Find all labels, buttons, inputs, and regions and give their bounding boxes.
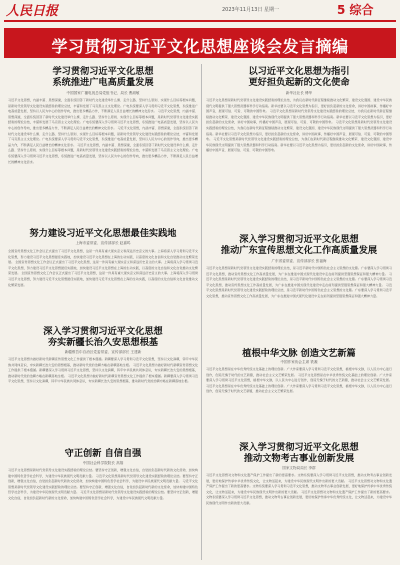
- article-2-byline: 新华社社长 傅华: [285, 91, 313, 95]
- article-5-text-c: 习近平文化思想为做好新时代新疆宣传思想文化工作提供了根本遵循。新疆要深入学习贯彻习近平文化思想，坚持以文化润疆，铸牢中华民族共同体意识，夯实新疆长治久安的思想根基，推动新时代党的治疆方略在新疆落地生根。: [8, 373, 198, 384]
- article-3-body: [8, 249, 198, 323]
- article-5-title-line-2: 夯实新疆长治久安思想根基: [47, 337, 159, 348]
- header-rule: [4, 20, 396, 22]
- masthead-logo: [6, 3, 78, 17]
- article-8-title-line-1: 深入学习贯彻习近平文化思想: [239, 442, 359, 453]
- article-2-text-b: 习近平文化思想是新时代党领导文化建设实践经验的理论总结，为我们在新时代新征程继续推动文化繁荣、建设文化强国、建设中华民族现代文明提供了强大思想武器和科学行动指南。新华社要以习近平文化思想为指引，更好担负起新的文化使命，讲好中国故事，传播好中国声音，展现可信、可爱、可敬的中国形象。: [206, 109, 392, 125]
- article-8-byline: 国家文物局局长 李群: [282, 466, 316, 470]
- article-6-body: [206, 367, 392, 439]
- article-4-text-a: 习近平文化思想是新时代党领导文化建设实践经验的理论总结，是习近平新时代中国特色社会主义思想的文化篇。广东要深入学习贯彻习近平文化思想，推动宣传思想文化工作高质量发展，为广东在推进中国式现代化建设中走在前列提供坚强思想保证和强大精神力量。: [206, 266, 392, 276]
- article-8-headline: [206, 442, 392, 464]
- article-1-text-a: 习近平文化思想，内涵丰富、思想深邃，全面系统回答了新时代文化建设举什么旗、走什么路、坚持什么原则、实现什么目标等根本问题，是新时代党领导文化建设实践经验的理论总结，丰富和发展了马克思主义文化理论。广电系统要深入学习贯彻习近平文化思想，系统推进广电高质量发展，坚持以人民为中心的创作导向，推出更多精品力作，不断满足人民日益增长的精神文化需求。: [8, 98, 198, 114]
- article-2-title-line-1: 以习近平文化思想为指引: [248, 66, 350, 77]
- article-5-text-b: 习近平文化思想为做好新时代新疆宣传思想文化工作提供了根本遵循。新疆要深入学习贯彻习近平文化思想，坚持以文化润疆，铸牢中华民族共同体意识，夯实新疆长治久安的思想根基，推动新时代党的治疆方略在新疆落地生根。: [8, 362, 198, 378]
- article-1-byline: 中国国家广播电视总局党组书记、局长 曹淑敏: [66, 91, 140, 95]
- column-divider: [201, 64, 202, 560]
- article-4-title-line-2: 推动广东宣传思想文化工作高质量发展: [220, 245, 378, 256]
- article-3-headline: [8, 228, 198, 239]
- article-6-text-b: 习近平文化思想是在中华优秀传统文化基础上的理论创新。广大作家要深入学习贯彻习近平文化思想，植根中华文脉，以人民为中心进行创作，创造无愧于时代的文艺新篇，推动社会主义文艺繁荣发展。: [206, 372, 392, 383]
- article-3-text-b: 全国宣传思想文化工作会议正式提出了习近平文化思想，这是一件具有重大现实意义和深远历史意义的大事。上海将深入学习贯彻习近平文化思想，努力建设习近平文化思想最佳实践地，加快建设习近平文化思想在上海的生动实践，以高度的文化自信和文化自觉推动文化繁荣发展。: [8, 260, 198, 276]
- article-2-body: [206, 98, 392, 226]
- article-8-title-line-2: 推动文物考古事业创新发展: [243, 453, 355, 464]
- article-5-text-a: 习近平文化思想为做好新时代新疆宣传思想文化工作提供了根本遵循。新疆要深入学习贯彻习近平文化思想，坚持以文化润疆，铸牢中华民族共同体意识，夯实新疆长治久安的思想根基，推动新时代党的治疆方略在新疆落地生根。: [8, 357, 198, 367]
- article-4-headline: [206, 234, 392, 256]
- article-1-title-line-1: 学习贯彻习近平文化思想: [52, 66, 154, 77]
- article-1-text-c: 习近平文化思想，内涵丰富、思想深邃，全面系统回答了新时代文化建设举什么旗、走什么路、坚持什么原则、实现什么目标等根本问题，是新时代党领导文化建设实践经验的理论总结，丰富和发展了马克思主义文化理论。广电系统要深入学习贯彻习近平文化思想，系统推进广电高质量发展，坚持以人民为中心的创作导向，推出更多精品力作，不断满足人民日益增长的精神文化需求。: [8, 125, 198, 147]
- article-6-text-c: 习近平文化思想是在中华优秀传统文化基础上的理论创新。广大作家要深入学习贯彻习近平文化思想，植根中华文脉，以人民为中心进行创作，创造无愧于时代的文艺新篇，推动社会主义文艺繁荣发展。: [206, 383, 392, 394]
- article-4-text-b: 习近平文化思想是新时代党领导文化建设实践经验的理论总结，是习近平新时代中国特色社会主义思想的文化篇。广东要深入学习贯彻习近平文化思想，推动宣传思想文化工作高质量发展，为广东在推进中国式现代化建设中走在前列提供坚强思想保证和强大精神力量。: [206, 271, 392, 287]
- article-8-text-c: 习近平文化思想对文物和文化遗产保护工作提出了新的更高要求。文物系统要深入学习贯彻习近平文化思想，推动文物考古事业创新发展，更好地保护传承中华优秀传统文化，让文物活起来，为建设中华民族现代文明作出新的更大贡献。: [206, 489, 392, 505]
- article-6-title-line-1: 植根中华文脉 创造文艺新篇: [242, 348, 356, 359]
- article-3-text-a: 全国宣传思想文化工作会议正式提出了习近平文化思想，这是一件具有重大现实意义和深远历史意义的大事。上海将深入学习贯彻习近平文化思想，努力建设习近平文化思想最佳实践地，加快建设习近平文化思想在上海的生动实践，以高度的文化自信和文化自觉推动文化繁荣发展。: [8, 249, 198, 265]
- article-2-title-line-2: 更好担负起新的文化使命: [248, 77, 350, 88]
- article-4-body: [206, 266, 392, 344]
- article-7-byline: 中国社会科学院院长 高翔: [82, 461, 124, 465]
- article-2-text-c: 习近平文化思想是新时代党领导文化建设实践经验的理论总结，为我们在新时代新征程继续推动文化繁荣、建设文化强国、建设中华民族现代文明提供了强大思想武器和科学行动指南。新华社要以习近平文化思想为指引，更好担负起新的文化使命，讲好中国故事，传播好中国声音，展现可信、可爱、可敬的中国形象。: [206, 120, 392, 142]
- article-4-byline: 广东省委常委、宣传部部长 张福海: [271, 259, 327, 263]
- article-1-headline: [8, 66, 198, 88]
- article-5-title-line-1: 深入学习贯彻习近平文化思想: [43, 326, 163, 337]
- article-1-body: [8, 98, 198, 220]
- banner-title: 学习贯彻习近平文化思想座谈会发言摘编: [51, 37, 349, 56]
- article-1-text-b: 习近平文化思想，内涵丰富、思想深邃，全面系统回答了新时代文化建设举什么旗、走什么路、坚持什么原则、实现什么目标等根本问题，是新时代党领导文化建设实践经验的理论总结，丰富和发展了马克思主义文化理论。广电系统要深入学习贯彻习近平文化思想，系统推进广电高质量发展，坚持以人民为中心的创作导向，推出更多精品力作，不断满足人民日益增长的精神文化需求。: [8, 109, 198, 130]
- article-7-text-b: 习近平文化思想是新时代党领导文化建设实践经验的理论总结。要坚持守正创新，增强文化自信，自觉担负起新时代新的文化使命，加快构建中国特色哲学社会科学，为建设中华民族现代文明贡献力量。: [8, 473, 198, 484]
- dateline: 2023年11月13日 星期一: [222, 7, 280, 13]
- article-7-headline: [8, 448, 198, 459]
- article-8-text-a: 习近平文化思想对文物和文化遗产保护工作提出了新的更高要求。文物系统要深入学习贯彻习近平文化思想，推动文物考古事业创新发展，更好地保护传承中华优秀传统文化，让文物活起来，为建设中华民族现代文明作出新的更大贡献。: [206, 473, 392, 483]
- article-1-title-line-2: 系统推进广电高质量发展: [52, 77, 154, 88]
- article-3-text-c: 全国宣传思想文化工作会议正式提出了习近平文化思想，这是一件具有重大现实意义和深远历史意义的大事。上海将深入学习贯彻习近平文化思想，努力建设习近平文化思想最佳实践地，加快建设习近平文化思想在上海的生动实践，以高度的文化自信和文化自觉推动文化繁荣发展。: [8, 271, 198, 287]
- article-4-title-line-1: 深入学习贯彻习近平文化思想: [239, 234, 359, 245]
- article-3-title-line-1: 努力建设习近平文化思想最佳实践地: [29, 228, 177, 239]
- article-6-headline: [206, 348, 392, 359]
- masthead-text: 人民日报: [6, 4, 59, 17]
- article-5-headline: [8, 326, 198, 348]
- article-1-text-d: 习近平文化思想，内涵丰富、思想深邃，全面系统回答了新时代文化建设举什么旗、走什么路、坚持什么原则、实现什么目标等根本问题，是新时代党领导文化建设实践经验的理论总结，丰富和发展了马克思主义文化理论。广电系统要深入学习贯彻习近平文化思想，系统推进广电高质量发展，坚持以人民为中心的创作导向，推出更多精品力作，不断满足人民日益增长的精神文化需求。: [8, 142, 198, 164]
- article-7-text-a: 习近平文化思想是新时代党领导文化建设实践经验的理论总结。要坚持守正创新，增强文化自信，自觉担负起新时代新的文化使命，加快构建中国特色哲学社会科学，为建设中华民族现代文明贡献力量。: [8, 468, 198, 478]
- article-6-byline: 中国作家协会主席 铁凝: [280, 360, 318, 364]
- article-5-byline: 新疆维吾尔自治区党委常委、宣传部部长 王建新: [64, 350, 142, 354]
- page-label: 5 综合: [337, 3, 374, 17]
- article-3-byline: 上海市委常委、宣传部部长 赵嘉鸣: [75, 241, 131, 245]
- article-2-text-a: 习近平文化思想是新时代党领导文化建设实践经验的理论总结，为我们在新时代新征程继续推动文化繁荣、建设文化强国、建设中华民族现代文明提供了强大思想武器和科学行动指南。新华社要以习近平文化思想为指引，更好担负起新的文化使命，讲好中国故事，传播好中国声音，展现可信、可爱、可敬的中国形象。: [206, 98, 392, 114]
- article-2-headline: [206, 66, 392, 88]
- article-6-text-a: 习近平文化思想是在中华优秀传统文化基础上的理论创新。广大作家要深入学习贯彻习近平文化思想，植根中华文脉，以人民为中心进行创作，创造无愧于时代的文艺新篇，推动社会主义文艺繁荣发展。: [206, 367, 392, 377]
- article-7-body: [8, 468, 198, 560]
- article-8-body: [206, 473, 392, 560]
- article-7-text-d: 习近平文化思想是新时代党领导文化建设实践经验的理论总结。要坚持守正创新，增强文化自信，自觉担负起新时代新的文化使命，加快构建中国特色哲学社会科学，为建设中华民族现代文明贡献力量。: [8, 490, 198, 500]
- article-7-text-c: 习近平文化思想是新时代党领导文化建设实践经验的理论总结。要坚持守正创新，增强文化自信，自觉担负起新时代新的文化使命，加快构建中国特色哲学社会科学，为建设中华民族现代文明贡献力量。: [8, 479, 198, 495]
- article-4-text-c: 习近平文化思想是新时代党领导文化建设实践经验的理论总结，是习近平新时代中国特色社会主义思想的文化篇。广东要深入学习贯彻习近平文化思想，推动宣传思想文化工作高质量发展，为广东在推进中国式现代化建设中走在前列提供坚强思想保证和强大精神力量。: [206, 282, 392, 298]
- article-2-text-d: 习近平文化思想是新时代党领导文化建设实践经验的理论总结，为我们在新时代新征程继续推动文化繁荣、建设文化强国、建设中华民族现代文明提供了强大思想武器和科学行动指南。新华社要以习近平文化思想为指引，更好担负起新的文化使命，讲好中国故事，传播好中国声音，展现可信、可爱、可敬的中国形象。: [206, 137, 392, 153]
- article-7-title-line-1: 守正创新 自信自强: [64, 448, 142, 459]
- article-8-text-b: 习近平文化思想对文物和文化遗产保护工作提出了新的更高要求。文物系统要深入学习贯彻习近平文化思想，推动文物考古事业创新发展，更好地保护传承中华优秀传统文化，让文物活起来，为建设中华民族现代文明作出新的更大贡献。: [206, 478, 392, 494]
- article-5-body: [8, 357, 198, 441]
